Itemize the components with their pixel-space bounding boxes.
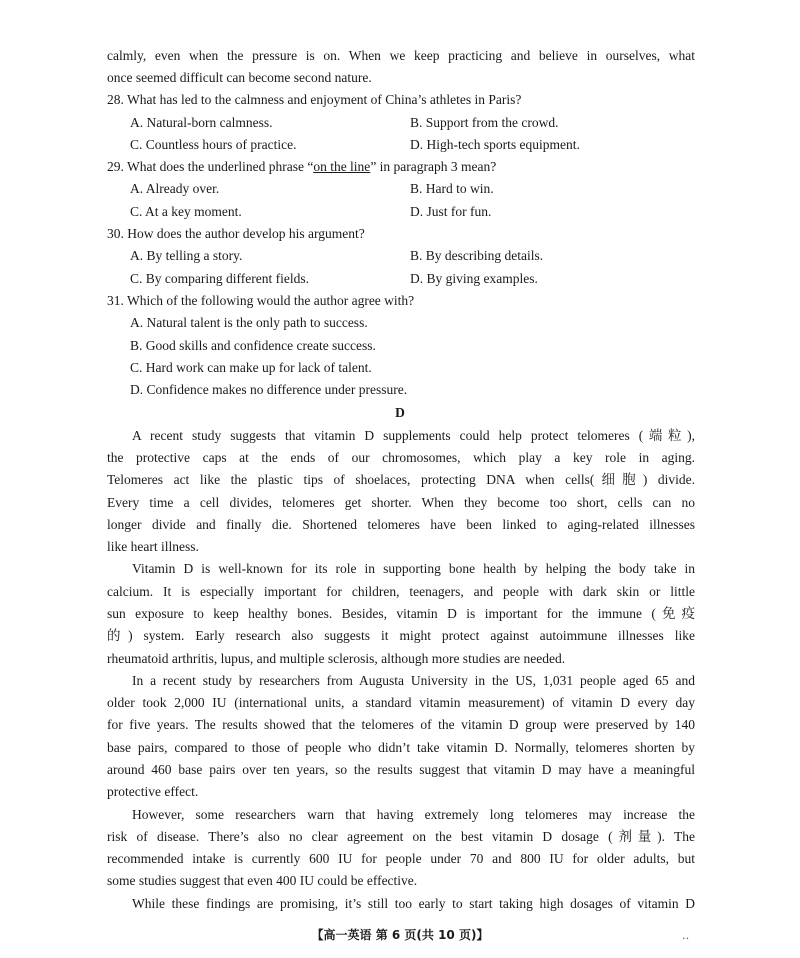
passage-line: sun exposure to keep healthy bones. Besides, vitamin D is important for the immune (免疫 xyxy=(107,606,695,621)
question-28-stem: 28. What has led to the calmness and enjoyment of China’s athletes in Paris? xyxy=(107,92,522,107)
question-31-option-a: A. Natural talent is the only path to success. xyxy=(130,315,368,330)
question-28-option-a: A. Natural-born calmness. xyxy=(130,115,273,130)
passage-line: While these findings are promising, it’s still too early to start taking high dosages of vitamin D xyxy=(132,896,695,911)
passage-line: calcium. It is especially important for children, teenagers, and people with dark skin or little xyxy=(107,584,695,599)
question-31-option-d: D. Confidence makes no difference under pressure. xyxy=(130,382,408,397)
question-29-option-d: D. Just for fun. xyxy=(410,204,492,219)
question-28-option-d: D. High-tech sports equipment. xyxy=(410,137,580,152)
question-30-stem: 30. How does the author develop his argument? xyxy=(107,226,365,241)
intro-line: calmly, even when the pressure is on. When we keep practicing and believe in ourselves, what xyxy=(107,48,695,63)
page-footer: 【高一英语 第 6 页(共 10 页)】 xyxy=(311,928,489,942)
passage-line: base pairs, compared to those of people who didn’t take vitamin D. Normally, telomeres shorten by xyxy=(107,740,695,755)
question-31-option-b: B. Good skills and confidence create success. xyxy=(130,338,376,353)
passage-line: Every time a cell divides, telomeres get shorter. When they become too short, cells can no xyxy=(107,495,695,510)
question-31-option-c: C. Hard work can make up for lack of talent. xyxy=(130,360,372,375)
passage-line: like heart illness. xyxy=(107,539,199,554)
passage-line: Vitamin D is well-known for its role in supporting bone health by helping the body take in xyxy=(132,561,695,576)
question-28-option-b: B. Support from the crowd. xyxy=(410,115,559,130)
passage-line: longer divide and finally die. Shortened telomeres have been linked to aging-related illnesses xyxy=(107,517,695,532)
question-28-option-c: C. Countless hours of practice. xyxy=(130,137,297,152)
passage-line: Telomeres act like the plastic tips of shoelaces, protecting DNA when cells(细胞) divide. xyxy=(107,472,695,487)
question-29-option-b: B. Hard to win. xyxy=(410,181,494,196)
question-30-option-c: C. By comparing different fields. xyxy=(130,271,309,286)
section-heading: D xyxy=(395,405,405,420)
passage-line: around 460 base pairs over ten years, so the results suggest that vitamin D may have a meaningful xyxy=(107,762,695,777)
question-30-option-b: B. By describing details. xyxy=(410,248,544,263)
question-29-option-c: C. At a key moment. xyxy=(130,204,242,219)
passage-line: In a recent study by researchers from Augusta University in the US, 1,031 people aged 65 and xyxy=(132,673,695,688)
passage-line: rheumatoid arthritis, lupus, and multiple sclerosis, although more studies are needed. xyxy=(107,651,566,666)
passage-line: some studies suggest that even 400 IU could be effective. xyxy=(107,873,418,888)
question-30-option-a: A. By telling a story. xyxy=(130,248,243,263)
question-30-option-d: D. By giving examples. xyxy=(410,271,538,286)
footer-mark: ‥ xyxy=(682,930,690,942)
question-29-stem: 29. What does the underlined phrase “on the line” in paragraph 3 mean? xyxy=(107,159,497,174)
passage-line: However, some researchers warn that having extremely long telomeres may increase the xyxy=(132,807,695,822)
question-31-stem: 31. Which of the following would the author agree with? xyxy=(107,293,415,308)
passage-line: 的) system. Early research also suggests it might protect against autoimmune illnesses like xyxy=(107,628,695,643)
passage-line: A recent study suggests that vitamin D supplements could help protect telomeres (端粒), xyxy=(132,428,695,443)
passage-line: recommended intake is currently 600 IU for people under 70 and 800 IU for older adults, but xyxy=(107,851,695,866)
intro-line: once seemed difficult can become second nature. xyxy=(107,70,372,85)
passage-line: older took 2,000 IU (international units, a standard vitamin measurement) of vitamin D every day xyxy=(107,695,695,710)
passage-line: protective effect. xyxy=(107,784,199,799)
passage-line: for five years. The results showed that the telomeres of the vitamin D group were preserved by 140 xyxy=(107,717,695,732)
question-29-option-a: A. Already over. xyxy=(130,181,220,196)
passage-line: the protective caps at the ends of our chromosomes, which play a key role in aging. xyxy=(107,450,695,465)
passage-line: risk of disease. There’s also no clear agreement on the best vitamin D dosage (剂量). The xyxy=(107,829,695,844)
